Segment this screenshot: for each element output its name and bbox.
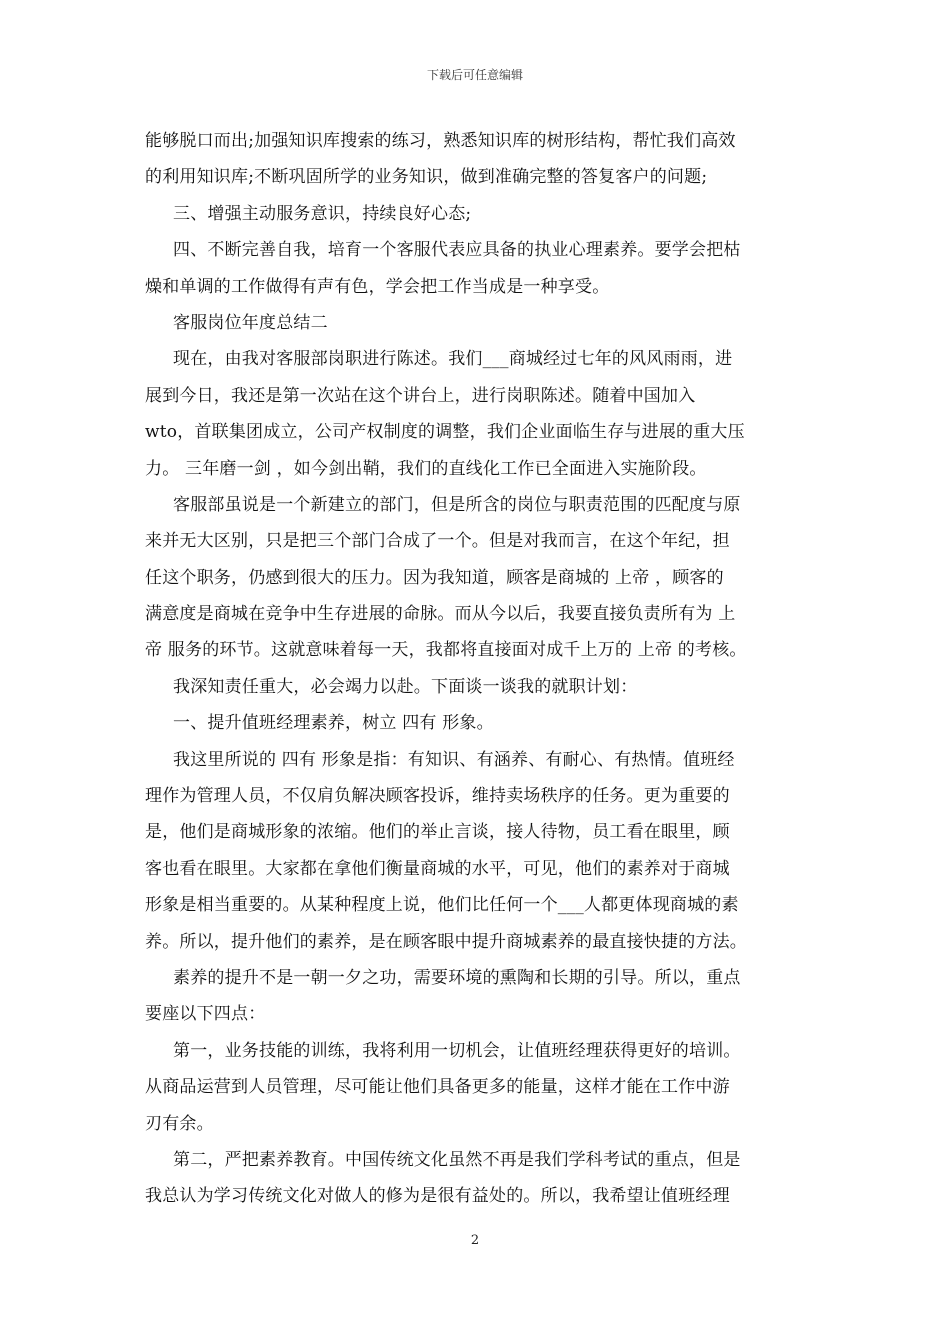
text-line: 燥和单调的工作做得有声有色，学会把工作当成是一种享受。 — [145, 276, 610, 297]
text-line: 第二，严把素养教育。中国传统文化虽然不再是我们学科考试的重点，但是 — [173, 1149, 741, 1170]
text-line: 展到今日，我还是第一次站在这个讲台上，进行岗职陈述。随着中国加入 — [145, 385, 696, 406]
text-line: 现在，由我对客服部岗职进行陈述。我们___商城经过七年的风风雨雨，进 — [173, 349, 733, 370]
text-line: 任这个职务，仍感到很大的压力。因为我知道，顾客是商城的 上帝 ，顾客的 — [145, 567, 724, 588]
text-line: wto，首联集团成立，公司产权制度的调整，我们企业面临生存与进展的重大压 — [145, 422, 745, 443]
text-line: 从商品运营到人员管理，尽可能让他们具备更多的能量，这样才能在工作中游 — [145, 1077, 730, 1098]
page-number: 2 — [470, 1233, 480, 1248]
text-line: 素养的提升不是一朝一夕之功，需要环境的熏陶和长期的引导。所以，重点 — [173, 967, 741, 988]
text-line: 来并无大区别，只是把三个部门合成了一个。但是对我而言，在这个年纪，担 — [145, 531, 730, 552]
text-line: 满意度是商城在竞争中生存进展的命脉。而从今以后，我要直接负责所有为 上 — [145, 604, 736, 625]
text-line: 我这里所说的 四有 形象是指：有知识、有涵养、有耐心、有热情。值班经 — [173, 749, 735, 770]
text-line: 帝 服务的环节。这就意味着每一天，我都将直接面对成千上万的 上帝 的考核。 — [145, 640, 747, 661]
text-line: 我深知责任重大，必会竭力以赴。下面谈一谈我的就职计划： — [173, 676, 638, 697]
text-line: 第一，业务技能的训练，我将利用一切机会，让值班经理获得更好的培训。 — [173, 1040, 741, 1061]
text-line: 客也看在眼里。大家都在拿他们衡量商城的水平，可见，他们的素养对于商城 — [145, 858, 730, 879]
text-line: 能够脱口而出;加强知识库搜索的练习，熟悉知识库的树形结构，帮忙我们高效 — [145, 131, 736, 151]
text-line: 刃有余。 — [145, 1113, 214, 1134]
text-line: 养。所以，提升他们的素养，是在顾客眼中提升商城素养的最直接快捷的方法。 — [145, 931, 747, 952]
text-line: 要座以下四点： — [145, 1004, 266, 1025]
section-heading: 客服岗位年度总结二 — [173, 312, 328, 333]
text-line: 客服部虽说是一个新建立的部门，但是所含的岗位与职责范围的匹配度与原 — [173, 494, 741, 515]
page-header: 下载后可任意编辑 — [426, 68, 523, 82]
document-body — [145, 123, 807, 1215]
text-line: 三、增强主动服务意识，持续良好心态; — [173, 203, 472, 224]
text-line: 四、不断完善自我，培育一个客服代表应具备的执业心理素养。要学会把枯 — [173, 240, 741, 261]
text-line: 是，他们是商城形象的浓缩。他们的举止言谈，接人待物，员工看在眼里，顾 — [145, 822, 730, 843]
text-line: 力。 三年磨一剑 ，如今剑出鞘，我们的直线化工作已全面进入实施阶段。 — [145, 458, 707, 479]
text-line: 形象是相当重要的。从某种程度上说，他们比任何一个___人都更体现商城的素 — [145, 895, 739, 916]
text-line: 理作为管理人员，不仅肩负解决顾客投诉，维持卖场秩序的任务。更为重要的 — [145, 786, 730, 807]
text-line: 一、提升值班经理素养，树立 四有 形象。 — [173, 713, 494, 734]
text-line: 我总认为学习传统文化对做人的修为是很有益处的。所以，我希望让值班经理 — [145, 1186, 730, 1207]
text-line: 的利用知识库;不断巩固所学的业务知识，做到准确完整的答复客户的问题; — [145, 167, 708, 188]
